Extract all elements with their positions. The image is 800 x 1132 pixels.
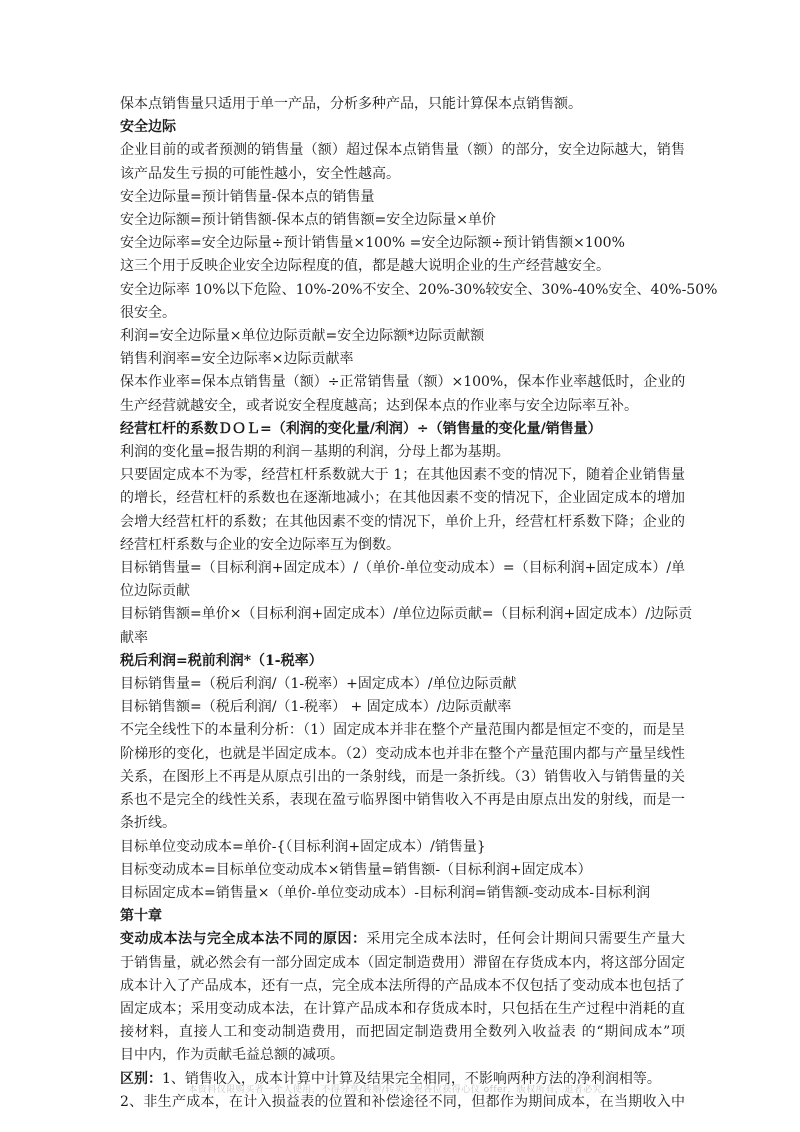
text-line: 阶梯形的变化，也就是半固定成本。（2）变动成本也并非在整个产量范围内都与产量呈线性 (120, 745, 685, 762)
text-line: 目标固定成本=销售量×（单价-单位变动成本）-目标利润=销售额-变动成本-目标利润 (120, 884, 651, 901)
text-line (120, 928, 685, 951)
text-line: 保本作业率=保本点销售量（额）÷正常销售量（额）×100%，保本作业率越低时，企业的 (120, 374, 686, 391)
inline-text: 采用完全成本法时，任何会计期间只需要生产量大 (366, 931, 685, 948)
text-line: 该产品发生亏损的可能性越小，安全性越高。 (120, 165, 400, 182)
text-line: 利润=安全边际量×单位边际贡献=安全边际额*边际贡献额 (120, 328, 485, 345)
text-line: 保本点销售量只适用于单一产品，分析多种产品，只能计算保本点销售额。 (120, 96, 582, 112)
text-line: 销售利润率=安全边际率×边际贡献率 (120, 351, 354, 368)
section-heading: 第十章 (120, 908, 162, 925)
text-line: 安全边际量=预计销售量-保本点的销售量 (120, 188, 375, 205)
text-line: 生产经营就越安全，或者说安全程度越高；达到保本点的作业率与安全边际率互补。 (120, 397, 638, 414)
section-heading: 经营杠杆的系数ＤＯＬ=（利润的变化量/利润）÷（销售量的变化量/销售量） (120, 420, 602, 437)
text-line: 位边际贡献 (120, 583, 190, 600)
copyright-footer: 本资料仅限购买者一个人使用，不得分享/转赠/转卖；祝各位获得心仪 offer，版权所有，追者必究。 (188, 1085, 612, 1095)
text-line: 这三个用于反映企业安全边际程度的值，都是越大说明企业的生产经营越安全。 (120, 258, 610, 275)
text-line: 关系，在图形上不再是从原点引出的一条射线，而是一条折线。（3）销售收入与销售量的关 (120, 768, 685, 785)
inline-heading: 变动成本法与完全成本法不同的原因： (120, 931, 367, 948)
section-heading: 安全边际 (120, 119, 176, 136)
document-body (120, 93, 718, 1114)
text-line: 经营杠杆系数与企业的安全边际率互为倒数。 (120, 536, 400, 553)
text-line: 目标销售额=（税后利润/（1-税率） + 固定成本）/边际贡献率 (120, 699, 512, 716)
text-line: 献率 (120, 629, 148, 646)
text-line: 成本计入了产品成本，还有一点，完全成本法所得的产品成本不仅包括了变动成本也包括了 (120, 977, 685, 994)
text-line: 安全边际额=预计销售额-保本点的销售额=安全边际量×单价 (120, 212, 496, 229)
text-line: 目标销售量=（目标利润+固定成本）/（单价-单位变动成本）=（目标利润+固定成本）/单 (120, 560, 686, 577)
text-line: 的增长，经营杠杆的系数也在逐渐地减小；在其他因素不变的情况下，企业固定成本的增加 (120, 490, 685, 507)
text-line: 目标单位变动成本=单价-{（目标利润+固定成本）/销售量} (120, 838, 486, 855)
text-line: 目标销售量=（税后利润/（1-税率）+固定成本）/单位边际贡献 (120, 676, 517, 693)
text-line: 系也不是完全的线性关系，表现在盈亏临界图中销售收入不再是由原点出发的射线，而是一 (120, 792, 685, 809)
inline-heading: 区别： (120, 1070, 162, 1087)
text-line: 目标变动成本=目标单位变动成本×销售量=销售额-（目标利润+固定成本） (120, 861, 592, 878)
text-line: 很安全。 (120, 304, 176, 321)
text-line: 利润的变化量=报告期的利润－基期的利润，分母上都为基期。 (120, 444, 510, 461)
text-line: 安全边际率=安全边际量÷预计销售量×100% =安全边际额÷预计销售额×100% (120, 235, 625, 252)
text-line: 目标销售额=单价×（目标利润+固定成本）/单位边际贡献=（目标利润+固定成本）/边际贡 (120, 606, 693, 623)
text-line: 条折线。 (120, 815, 176, 832)
text-line: 2、非生产成本，在计入损益表的位置和补偿途径不同，但都作为期间成本，在当期收入中 (120, 1093, 685, 1110)
text-line: 安全边际率 10%以下危险、10%-20%不安全、20%-30%较安全、30%-40%安全、40%-50% (120, 281, 718, 298)
text-line: 固定成本；采用变动成本法，在计算产品成本和存货成本时，只包括在生产过程中消耗的直 (120, 1000, 685, 1017)
text-line: 只要固定成本不为零，经营杠杆系数就大于 1；在其他因素不变的情况下，随着企业销售量 (120, 467, 685, 484)
text-line: 企业目前的或者预测的销售量（额）超过保本点销售量（额）的部分，安全边际越大，销售 (120, 142, 685, 159)
text-line: 接材料，直接人工和变动制造费用，而把固定制造费用全数列入收益表 的“期间成本”项 (120, 1024, 685, 1041)
text-line: 会增大经营杠杆的系数；在其他因素不变的情况下，单价上升，经营杠杆系数下降；企业的 (120, 513, 685, 530)
section-heading: 税后利润=税前利润*（1-税率） (120, 652, 323, 669)
text-line: 于销售量，就必然会有一部分固定成本（固定制造费用）滞留在存货成本内，将这部分固定 (120, 954, 685, 971)
text-line: 目中内，作为贡献毛益总额的减项。 (120, 1047, 344, 1064)
inline-text: 1、销售收入，成本计算中计算及结果完全相同，不影响两种方法的净利润相等。 (162, 1070, 661, 1087)
text-line: 不完全线性下的本量利分析：（1）固定成本并非在整个产量范围内都是恒定不变的，而是呈 (120, 722, 685, 739)
